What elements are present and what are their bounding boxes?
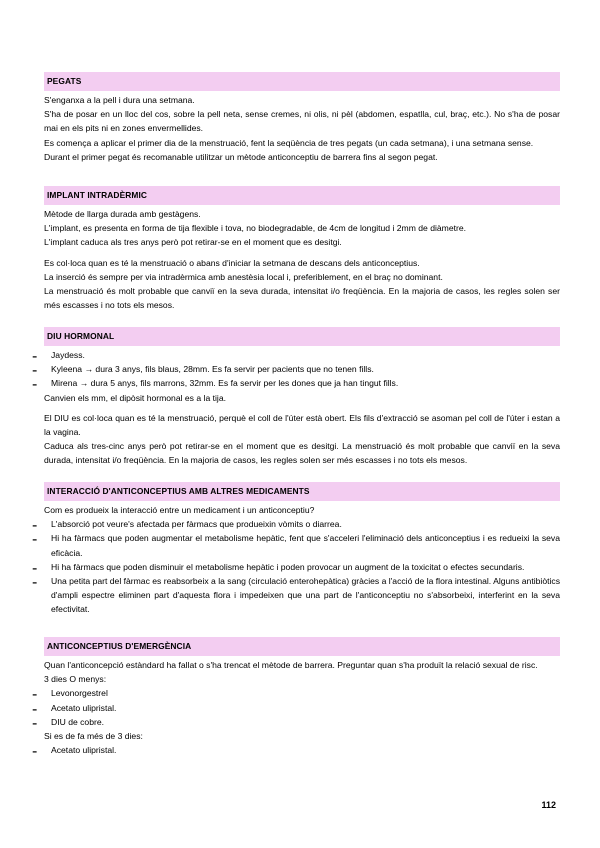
paragraph: La menstruació és molt probable que canviï en la seva durada, intensitat i/o freqüència. En la majoria de casos, les regles solen ser més escasses i no tots els mesos. <box>44 286 560 311</box>
paragraph: La inserció és sempre per via intradèrmica amb anestèsia local i, preferiblement, en el braç no dominant. <box>44 271 443 282</box>
paragraph: Com es produeix la interacció entre un medicament i un anticonceptiu? <box>44 505 315 515</box>
section-interaccio <box>32 482 560 617</box>
list-item: - Kyleena → dura 3 anys, fils blaus, 28mm. Es fa servir per pacients que no tenen fills. <box>32 362 374 380</box>
paragraph: Canvien els mm, el dipòsit hormonal es a la tija. <box>44 392 226 403</box>
list-item: - DIU de cobre. <box>32 714 105 732</box>
subheading: Si es de fa més de 3 dies: <box>44 731 143 742</box>
paragraph: L'implant, es presenta en forma de tija flexible i tova, no biodegradable, de 4cm de longitud i 2mm de diàmetre. <box>44 223 467 234</box>
section-heading: IMPLANT INTRADÈRMIC <box>44 186 560 205</box>
paragraph: Quan l'anticoncepció estàndard ha fallat o s'ha trencat el mètode de barrera. Preguntar quan s'ha produït la relació sexual de risc. <box>44 660 538 670</box>
list-item: - Acetato ulipristal. <box>32 743 117 761</box>
paragraph: El DIU es col·loca quan es té la menstruació, perquè el coll de l'úter està obert. Els fils d'extracció se asoman pel coll de l'úter i estan a la vagina. <box>44 412 560 438</box>
section-emergencia <box>32 637 560 761</box>
section-implant <box>44 186 560 312</box>
list-item: - Hi ha fàrmacs que poden augmentar el metabolisme hepàtic, fent que s'acceleri l'eliminació dels anticonceptius i es redueixi la seva eficàcia. <box>32 531 560 558</box>
paragraph: L'implant caduca als tres anys però pot retirar-se en el moment que es desitgi. <box>44 237 342 248</box>
list-item: - Mirena → dura 5 anys, fils marrons, 32mm. Es fa servir per les dones que ja han tingut fills. <box>32 376 399 394</box>
section-heading: DIU HORMONAL <box>44 327 560 346</box>
paragraph: Es comença a aplicar el primer dia de la menstruació, fent la seqüència de tres pegats (un cada setmana), i una setmana sense. <box>44 137 534 148</box>
paragraph: Mètode de llarga durada amb gestàgens. <box>44 209 201 219</box>
paragraph: S'enganxa a la pell i dura una setmana. <box>44 95 195 105</box>
list-item: - Jaydess. <box>32 348 85 365</box>
section-diu <box>32 327 560 468</box>
section-heading: PEGATS <box>44 72 560 91</box>
paragraph: S'ha de posar en un lloc del cos, sobre la pell neta, sense cremes, ni olis, ni pèl (abdomen, espatlla, cul, braç, etc.). No s'ha de posar mai en els pits ni en zones envermellides. <box>44 109 560 134</box>
paragraph: Durant el primer pegat és recomanable utilitzar un mètode anticonceptiu de barrera fins al segon pegat. <box>44 151 438 162</box>
section-pegats <box>44 72 560 164</box>
subheading: 3 dies O menys: <box>44 674 107 685</box>
list-item: - L'absorció pot veure's afectada per fàrmacs que produeixin vòmits o diarrea. <box>32 517 342 535</box>
list-item: - Acetato ulipristal. <box>32 700 117 718</box>
page-number: 112 <box>541 800 556 810</box>
list-item: - Una petita part del fàrmac es reabsorbeix a la sang (circulació enterohepàtica) gràcies a l'acció de la flora intestinal. Alguns antibiòtics d'ampli espectre eliminen part d'aquesta flora i impedeixen que una part de l'anticonceptiu no s'absorbeixi, interferint en la seva efectivitat. <box>32 574 560 615</box>
list-item: - Hi ha fàrmacs que poden disminuir el metabolisme hepàtic i poden provocar un augment de la toxicitat o efectes secundaris. <box>32 559 525 577</box>
section-heading: ANTICONCEPTIUS D'EMERGÈNCIA <box>44 637 560 656</box>
paragraph: Es col·loca quan es té la menstruació o abans d'iniciar la setmana de descans dels anticonceptius. <box>44 257 420 268</box>
paragraph: Caduca als tres-cinc anys però pot retirar-se en el moment que es desitgi. La menstruació és molt probable que canviï en la seva durada, intensitat i/o freqüència. En la majoria de casos, les regles solen ser més escasses i no tots els mesos. <box>44 441 560 466</box>
list-item: - Levonorgestrel <box>32 686 108 704</box>
section-heading: INTERACCIÓ D'ANTICONCEPTIUS AMB ALTRES MEDICAMENTS <box>44 482 560 501</box>
